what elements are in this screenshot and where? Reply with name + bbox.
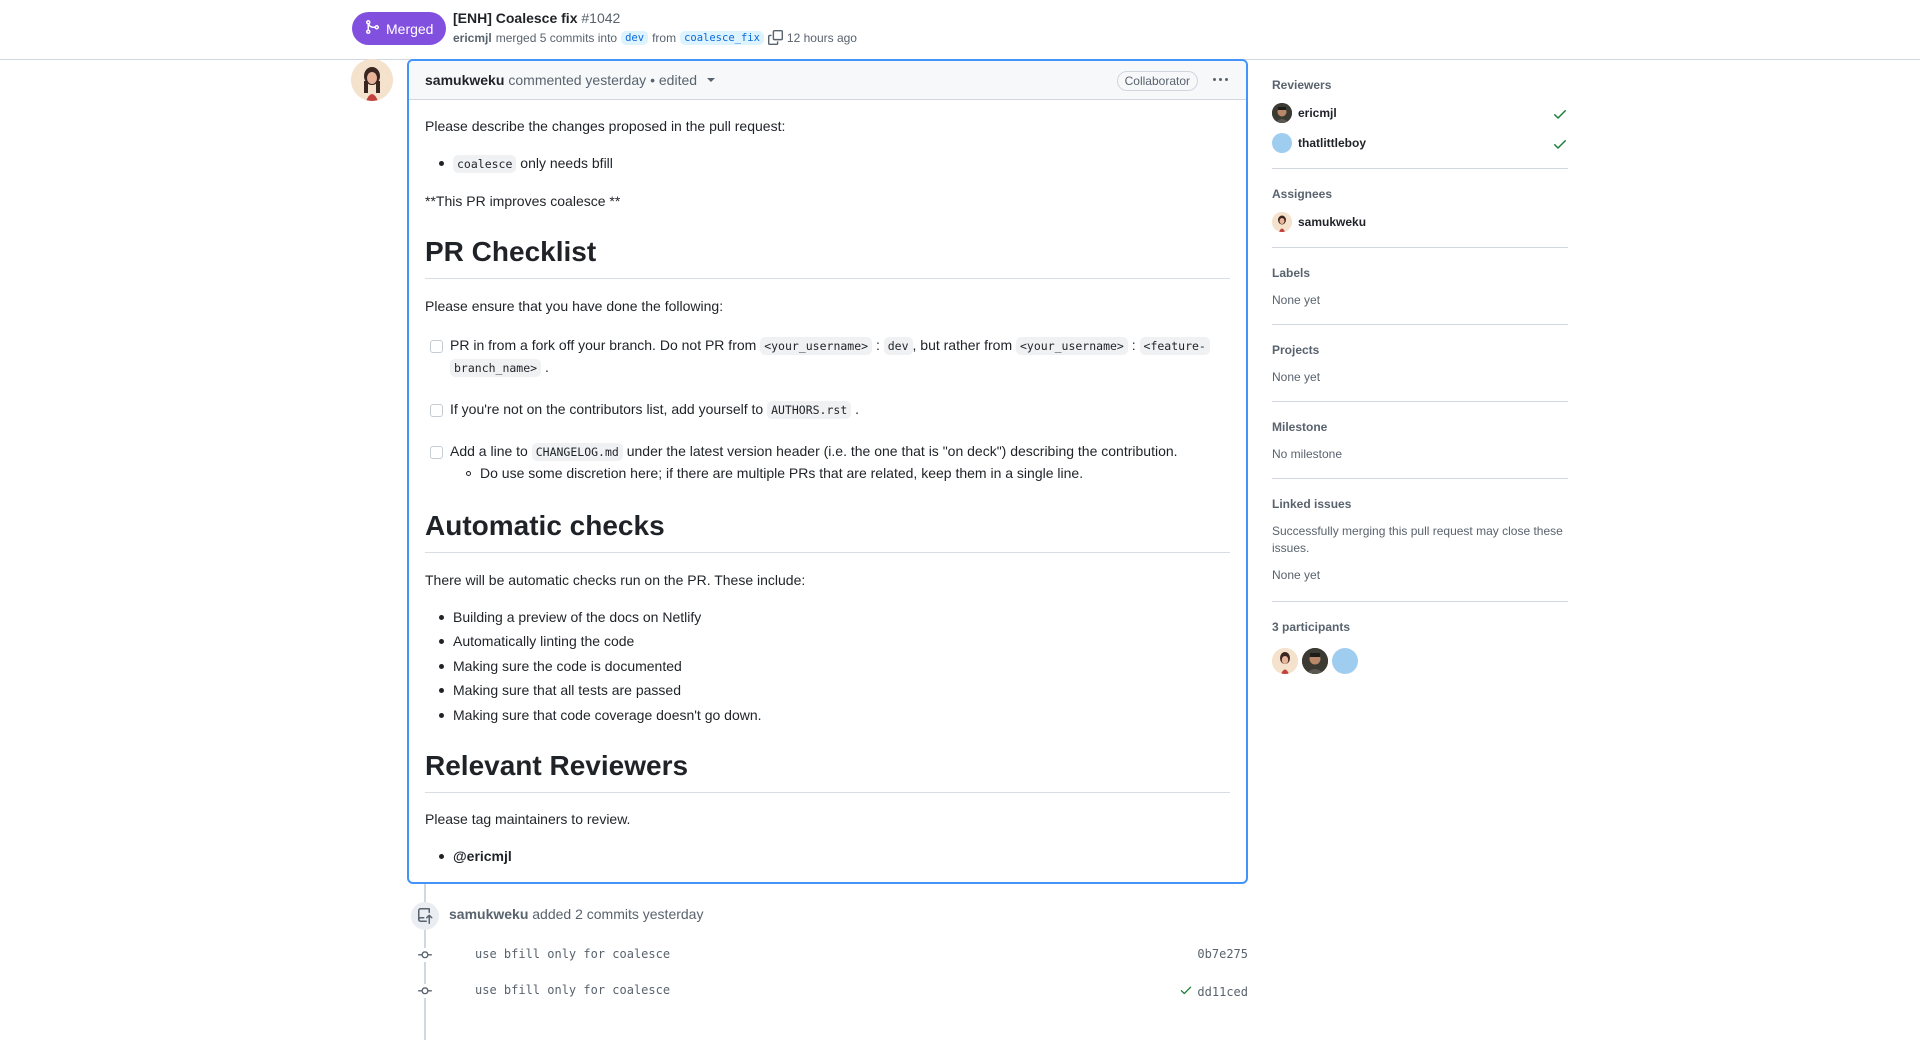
list-bullet	[439, 854, 444, 859]
edited-dropdown[interactable]	[650, 72, 715, 88]
sidebar-milestone	[1272, 402, 1568, 479]
task-item-fork	[450, 337, 1210, 353]
commit-sha-link[interactable]	[1197, 947, 1248, 961]
avatar[interactable]	[1302, 648, 1328, 674]
projects-value: None yet	[1272, 370, 1321, 384]
sidebar-participants	[1272, 602, 1568, 674]
milestone-value: No milestone	[1272, 447, 1343, 461]
commit-sha: dd11ced	[1197, 984, 1248, 999]
task-text: If you're not on the contributors list, add yourself to	[450, 401, 764, 417]
list-item: Automatically linting the code	[453, 633, 635, 649]
list-item: Building a preview of the docs on Netlify	[453, 609, 702, 625]
mention-link[interactable]: @ericmjl	[453, 848, 512, 864]
linked-description: Successfully merging this pull request may close these issues.	[1272, 524, 1563, 555]
list-item: Making sure that code coverage doesn't go down.	[453, 707, 762, 723]
check-icon	[1552, 106, 1568, 122]
participants-title: 3 participants	[1272, 620, 1351, 634]
ensure-text: Please ensure that you have done the following:	[425, 298, 724, 314]
sidebar-labels	[1272, 248, 1568, 325]
check-icon	[1552, 136, 1568, 152]
commit-sha: 0b7e275	[1197, 947, 1248, 961]
reviewer-name: thatlittleboy	[1298, 136, 1366, 150]
task-text: :	[875, 337, 880, 353]
task-text: under the latest version header (i.e. the one that is "on deck") describing the contribution.	[626, 443, 1178, 459]
avatar[interactable]	[1332, 648, 1358, 674]
tag-text: Please tag maintainers to review.	[425, 811, 631, 827]
comment-body	[409, 100, 1246, 884]
heading-divider	[425, 792, 1230, 793]
comment-author[interactable]: samukweku	[425, 72, 505, 88]
event-text: added 2 commits yesterday	[532, 906, 704, 922]
comment-action[interactable]: commented yesterday	[508, 72, 647, 88]
git-commit-icon	[418, 984, 432, 998]
heading-divider	[425, 552, 1230, 553]
task-item-authors	[450, 401, 859, 417]
task-subitem: Do use some discretion here; if there are multiple PRs that are related, keep them in a single line.	[480, 465, 1084, 481]
pr-description-comment	[407, 59, 1248, 884]
sublist-bullet	[466, 471, 471, 476]
participants-list	[1272, 648, 1568, 674]
merged-state-badge	[352, 12, 446, 45]
commit-message-link[interactable]: use bfill only for coalesce	[475, 947, 671, 961]
list-bullet	[439, 713, 444, 718]
improves-text: **This PR improves coalesce **	[425, 193, 621, 209]
sidebar-assignees-title[interactable]: Assignees	[1272, 187, 1333, 201]
heading-automatic-checks: Automatic checks	[425, 510, 665, 541]
heading-divider	[425, 278, 1230, 279]
inline-code: AUTHORS.rst	[767, 401, 851, 419]
heading-relevant-reviewers: Relevant Reviewers	[425, 750, 689, 781]
heading-pr-checklist: PR Checklist	[425, 236, 597, 267]
assignee-name: samukweku	[1298, 215, 1367, 229]
task-checkbox-fork[interactable]	[430, 340, 443, 353]
commit-sha-link[interactable]	[1179, 983, 1248, 1000]
from-text: from	[652, 30, 677, 45]
commits-added-event	[449, 906, 703, 922]
task-text: PR in from a fork off your branch. Do not PR from	[450, 337, 757, 353]
list-item: Making sure that all tests are passed	[453, 682, 682, 698]
commit-message-link[interactable]: use bfill only for coalesce	[475, 983, 671, 997]
list-item-text: only needs bfill	[520, 155, 613, 171]
reviewer-item[interactable]	[1272, 103, 1568, 123]
avatar	[1272, 133, 1292, 153]
pr-title	[453, 10, 620, 26]
list-bullet	[439, 688, 444, 693]
sidebar-reviewers-title[interactable]: Reviewers	[1272, 78, 1332, 92]
task-text: , but rather from	[912, 337, 1013, 353]
kebab-horizontal-icon[interactable]	[1210, 69, 1230, 89]
pr-sidebar	[1272, 60, 1568, 674]
inline-code: CHANGELOG.md	[532, 443, 623, 461]
sidebar-milestone-title[interactable]: Milestone	[1272, 420, 1328, 434]
sidebar-linked-issues	[1272, 479, 1568, 602]
pr-title-text: [ENH] Coalesce fix	[453, 10, 578, 26]
head-branch[interactable]: coalesce_fix	[680, 31, 764, 45]
task-text: .	[544, 359, 549, 375]
inline-code: coalesce	[453, 155, 516, 173]
inline-code: <your_username>	[760, 337, 872, 355]
pr-sticky-header	[0, 0, 1920, 60]
copy-icon[interactable]	[768, 30, 783, 45]
avatar	[1272, 212, 1292, 232]
reviewer-name: ericmjl	[1298, 106, 1337, 120]
list-item	[453, 155, 613, 171]
inline-code: <your_username>	[1016, 337, 1128, 355]
task-checkbox-changelog[interactable]	[430, 446, 443, 459]
intro-text: Please describe the changes proposed in the pull request:	[425, 118, 786, 134]
checks-intro: There will be automatic checks run on the PR. These include:	[425, 572, 806, 588]
merged-text: merged 5 commits into	[495, 30, 618, 45]
merged-state-label: Merged	[386, 20, 434, 37]
pr-meta	[453, 30, 857, 45]
sidebar-assignees	[1272, 169, 1568, 248]
linked-value: None yet	[1272, 568, 1321, 582]
list-bullet	[439, 639, 444, 644]
reviewer-item[interactable]	[1272, 133, 1568, 153]
merger-link[interactable]: ericmjl	[453, 30, 492, 45]
base-branch[interactable]: dev	[621, 31, 648, 45]
inline-code: <feature-	[1140, 337, 1210, 355]
avatar[interactable]	[1272, 648, 1298, 674]
inline-code: dev	[884, 337, 913, 355]
event-author[interactable]: samukweku	[449, 906, 529, 922]
sidebar-labels-title[interactable]: Labels	[1272, 266, 1311, 280]
task-checkbox-authors[interactable]	[430, 404, 443, 417]
list-bullet	[439, 161, 444, 166]
labels-value: None yet	[1272, 293, 1321, 307]
inline-code: branch_name>	[450, 359, 541, 377]
list-bullet	[439, 615, 444, 620]
list-item: Making sure the code is documented	[453, 658, 682, 674]
task-text: Add a line to	[450, 443, 528, 459]
task-text: :	[1131, 337, 1136, 353]
edited-label: • edited	[650, 72, 698, 88]
task-text: .	[855, 401, 860, 417]
sidebar-reviewers	[1272, 60, 1568, 169]
sidebar-projects	[1272, 325, 1568, 402]
pr-number: #1042	[581, 10, 621, 26]
comment-author-avatar[interactable]	[351, 59, 393, 101]
check-icon[interactable]	[1179, 983, 1193, 1000]
list-bullet	[439, 664, 444, 669]
git-commit-icon	[418, 948, 432, 962]
git-merge-icon	[364, 19, 380, 38]
sidebar-linked-title[interactable]: Linked issues	[1272, 497, 1352, 511]
comment-header	[409, 61, 1246, 100]
chevron-down-icon	[707, 78, 715, 82]
collaborator-badge: Collaborator	[1117, 71, 1198, 91]
avatar	[1272, 103, 1292, 123]
assignee-item[interactable]	[1272, 212, 1568, 232]
push-icon	[411, 902, 439, 930]
sidebar-projects-title[interactable]: Projects	[1272, 343, 1320, 357]
task-item-fork-cont	[450, 359, 549, 375]
task-item-changelog	[450, 443, 1178, 459]
merge-time: 12 hours ago	[786, 30, 857, 45]
